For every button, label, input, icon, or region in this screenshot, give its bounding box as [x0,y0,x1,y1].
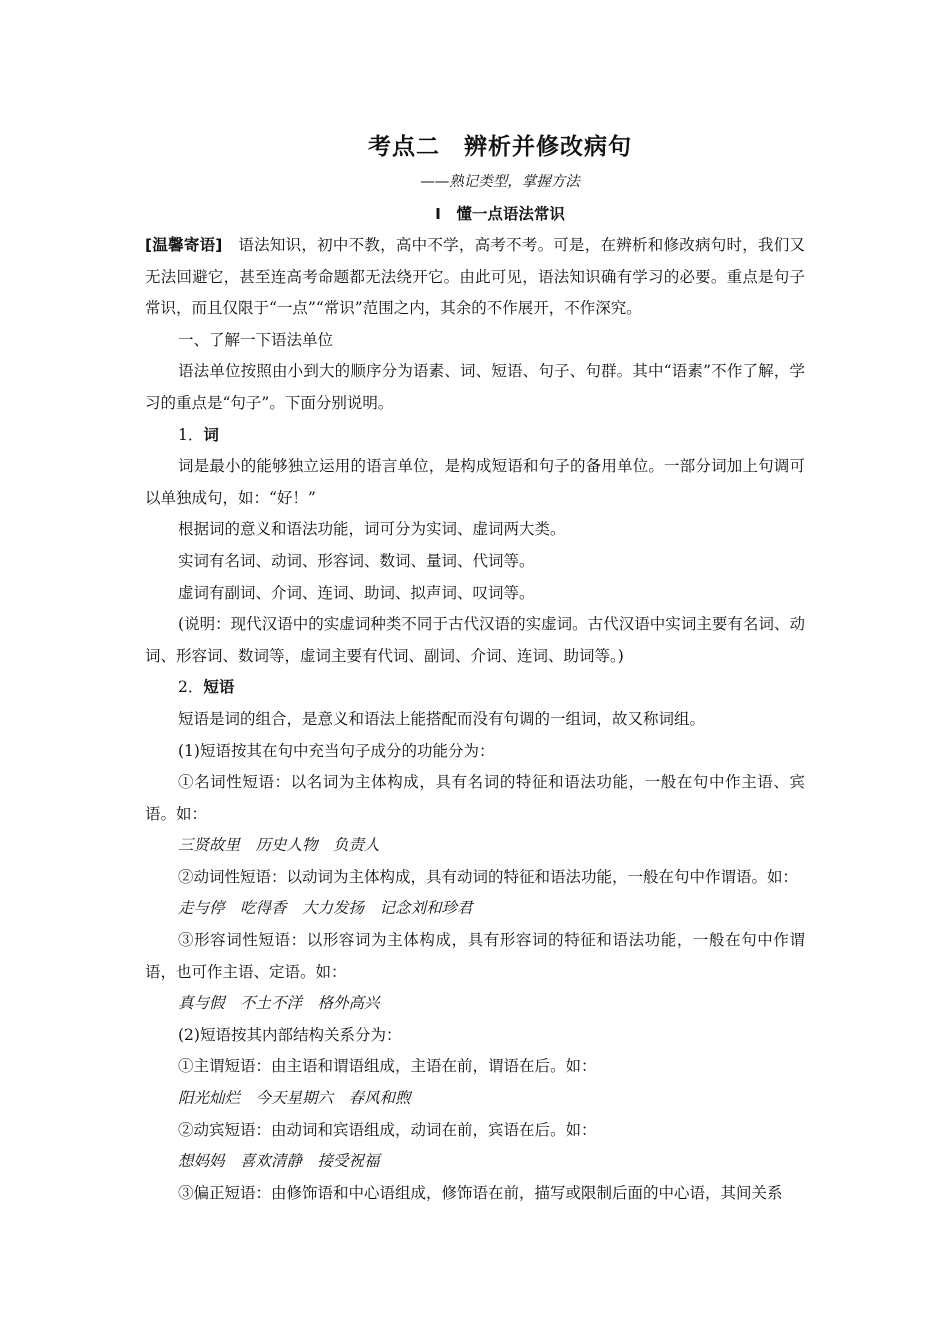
list-item-noun-phrase: ①名词性短语：以名词为主体构成，具有名词的特征和语法功能，一般在句中作主语、宾语。如： [145,773,805,823]
list-item-verb-phrase: ②动词性短语：以动词为主体构成，具有动词的特征和语法功能，一般在句中作谓语。如： [178,867,799,886]
paragraph-phrase-2: (1)短语按其在句中充当句子成分的功能分为： [178,741,495,760]
paragraph-word-5: (说明：现代汉语中的实虚词种类不同于古代汉语的实虚词。古代汉语中实词主要有名词、动词、形容词、数词等，虚词主要有代词、副词、介词、连词、助词等。) [145,615,805,665]
paragraph-phrase-3: (2)短语按其内部结构关系分为： [178,1025,402,1044]
subheading-word [145,420,805,452]
subheading-phrase-label: 短语 [203,678,235,697]
paragraph-word-2: 根据词的意义和语法功能，词可分为实词、虚词两大类。 [178,520,566,539]
subheading-word-number: 1． [178,425,204,444]
list-item-modifier-head: ③偏正短语：由修饰语和中心语组成，修饰语在前，描写或限制后面的中心语，其间关系 [178,1183,783,1202]
paragraph-word-4: 虚词有副词、介词、连词、助词、拟声词、叹词等。 [178,583,535,602]
subheading-word-label: 词 [203,425,219,444]
body-text [145,230,805,1209]
page-subtitle: ——熟记类型，掌握方法 [420,174,580,190]
example-verb-phrase: 走与停 吃得香 大力发扬 记念刘和珍君 [178,899,473,918]
tip-label: [温馨寄语] [145,236,223,254]
list-item-adjective-phrase: ③形容词性短语：以形容词为主体构成，具有形容词的特征和语法功能，一般在句中作谓语，也可作主语、定语。如： [145,931,805,981]
paragraph-phrase-1: 短语是词的组合，是意义和语法上能搭配而没有句调的一组词，故又称词组。 [178,709,706,728]
example-noun-phrase: 三贤故里 历史人物 负责人 [178,836,380,855]
paragraph-word-1: 词是最小的能够独立运用的语言单位，是构成短语和句子的备用单位。一部分词加上句调可以单独成句，如：“好！” [145,457,805,507]
paragraph-word-3: 实词有名词、动词、形容词、数词、量词、代词等。 [178,551,535,570]
list-item-subject-predicate: ①主谓短语：由主语和谓语组成，主语在前，谓语在后。如： [178,1057,597,1076]
example-adjective-phrase: 真与假 不土不洋 格外高兴 [178,994,380,1013]
list-item-verb-object: ②动宾短语：由动词和宾语组成，动词在前，宾语在后。如： [178,1120,597,1139]
example-verb-object: 想妈妈 喜欢清静 接受祝福 [178,1152,380,1171]
tip-paragraph [145,230,805,325]
section-heading: Ⅰ 懂一点语法常识 [435,205,565,223]
page-title: 考点二 辨析并修改病句 [368,134,632,160]
heading-grammar-units: 一、了解一下语法单位 [178,330,334,349]
example-subject-predicate: 阳光灿烂 今天星期六 春风和煦 [178,1089,411,1108]
subheading-phrase-number: 2． [178,678,204,697]
paragraph-units: 语法单位按照由小到大的顺序分为语素、词、短语、句子、句群。其中“语素”不作了解，学习的重点是“句子”。下面分别说明。 [145,362,805,412]
subheading-phrase [145,672,805,704]
tip-text: 语法知识，初中不教，高中不学，高考不考。可是，在辨析和修改病句时，我们又无法回避它，甚至连高考命题都无法绕开它。由此可见，语法知识确有学习的必要。重点是句子常识，而且仅限于“一点”“常识”范围之内，其余的不作展开，不作深究。 [145,236,805,318]
